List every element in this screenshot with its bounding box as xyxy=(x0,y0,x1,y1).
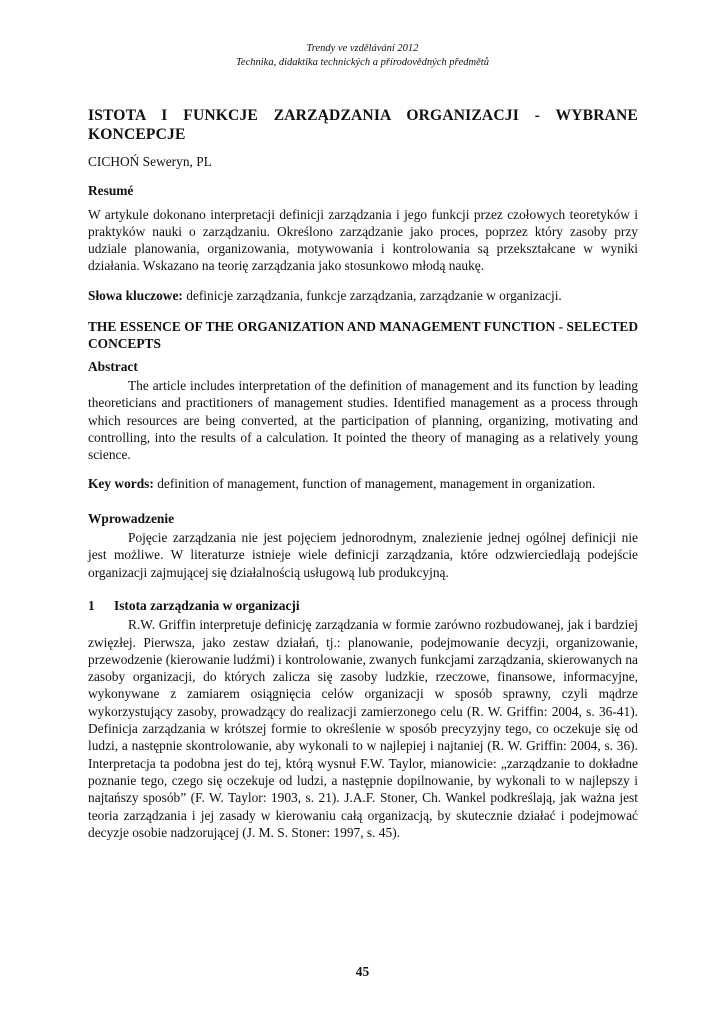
article-body xyxy=(88,106,638,841)
intro-paragraph: Pojęcie zarządzania nie jest pojęciem jednorodnym, znalezienie jednej ogólnej definicji nie jest możliwe. W literaturze istnieje wiele definicji zarządzania, które odzwierciedlają podejście organizacji zajmującej się działalnością usługową lub produkcyjną. xyxy=(88,530,638,580)
running-header-line-2: Technika, didaktika technických a přírodovědných předmětů xyxy=(236,57,489,68)
keywords-pl xyxy=(88,287,638,304)
abstract-paragraph: The article includes interpretation of the definition of management and its function by leading theoreticians and practitioners of management studies. Identified management as a process through which resources are being converted, at the participation of planning, organizing, motivating and controlling, into the results of a calculation. It pointed the theory of managing as a relatively young science. xyxy=(88,377,638,463)
resume-heading: Resumé xyxy=(88,183,134,199)
section-1-paragraph: R.W. Griffin interpretuje definicję zarządzania w formie zarówno rozbudowanej, jak i bardziej zwięzłej. Pierwsza, jako zestaw działań, tj.: planowanie, podejmowanie decyzji, organizowanie, przewodzenie (kierowanie ludźmi) i kontrolowanie, zwanych funkcjami zarządzania, skierowanych na zasoby organizacji, do których zalicza się zasoby ludzkie, rzeczowe, finansowe, informacyjne, wykonywane z zamiarem osiągnięcia celów organizacji w sposób sprawny, czyli mądrze wykorzystujący zasoby, prowadzący do realizacji zamierzonego celu (R. W. Griffin: 2004, s. 36-41). Definicja zarządzania w krótszej formie to określenie w sposób precyzyjny tego, co oczekuje się od ludzi, a następnie skontrolowanie, aby wykonali to w najlepiej i najtaniej (R. W. Griffin: 2004, s. 36). Interpretacja ta podobna jest do tej, którą wysnuł F.W. Taylor, mianowicie: „zarządzanie to dokładne poznanie tego, czego się oczekuje od ludzi, a następnie dopilnowanie, by wykonali to w najlepszy i najtańszy sposób” (F. W. Taylor: 1903, s. 21). J.A.F. Stoner, Ch. Wankel podkreślają, jak ważna jest teoria zarządzania i jej zasady w kierowaniu całą organizacją, by skutecznie działać i podejmować decyzje osobie nadzorującej (J. M. S. Stoner: 1997, s. 45). xyxy=(88,617,638,840)
abstract-heading: Abstract xyxy=(88,358,138,374)
author-line: CICHOŃ Seweryn, PL xyxy=(88,154,212,169)
resume-paragraph: W artykule dokonano interpretacji definicji zarządzania i jego funkcji przez czołowych teoretyków i praktyków nauki o zarządzaniu. Określono zarządzanie jako proces, poprzez który zasoby przy udziale planowania, organizowania, motywowania i kontrolowania są przekształcane w wyniki działania. Wskazano na teorię zarządzania jako stosunkowo młodą naukę. xyxy=(88,206,638,274)
keywords-en xyxy=(88,475,638,492)
english-title: THE ESSENCE OF THE ORGANIZATION AND MANAGEMENT FUNCTION - SELECTED CONCEPTS xyxy=(88,319,638,352)
keywords-pl-label: Słowa kluczowe: xyxy=(88,287,183,303)
keywords-en-label: Key words: xyxy=(88,476,154,492)
running-header-line-1: Trendy ve vzdělávání 2012 xyxy=(306,43,419,54)
keywords-en-text: definition of management, function of management, management in organization. xyxy=(153,476,596,492)
article-title: ISTOTA I FUNKCJE ZARZĄDZANIA ORGANIZACJI - WYBRANE KONCEPCJE xyxy=(88,107,638,143)
section-1-heading xyxy=(88,597,638,614)
page-number: 45 xyxy=(355,964,370,979)
section-1-title: Istota zarządzania w organizacji xyxy=(114,597,300,613)
running-header xyxy=(0,42,725,70)
intro-heading: Wprowadzenie xyxy=(88,510,175,526)
keywords-pl-text: definicje zarządzania, funkcje zarządzania, zarządzanie w organizacji. xyxy=(182,287,562,303)
section-1-number: 1 xyxy=(88,597,95,613)
